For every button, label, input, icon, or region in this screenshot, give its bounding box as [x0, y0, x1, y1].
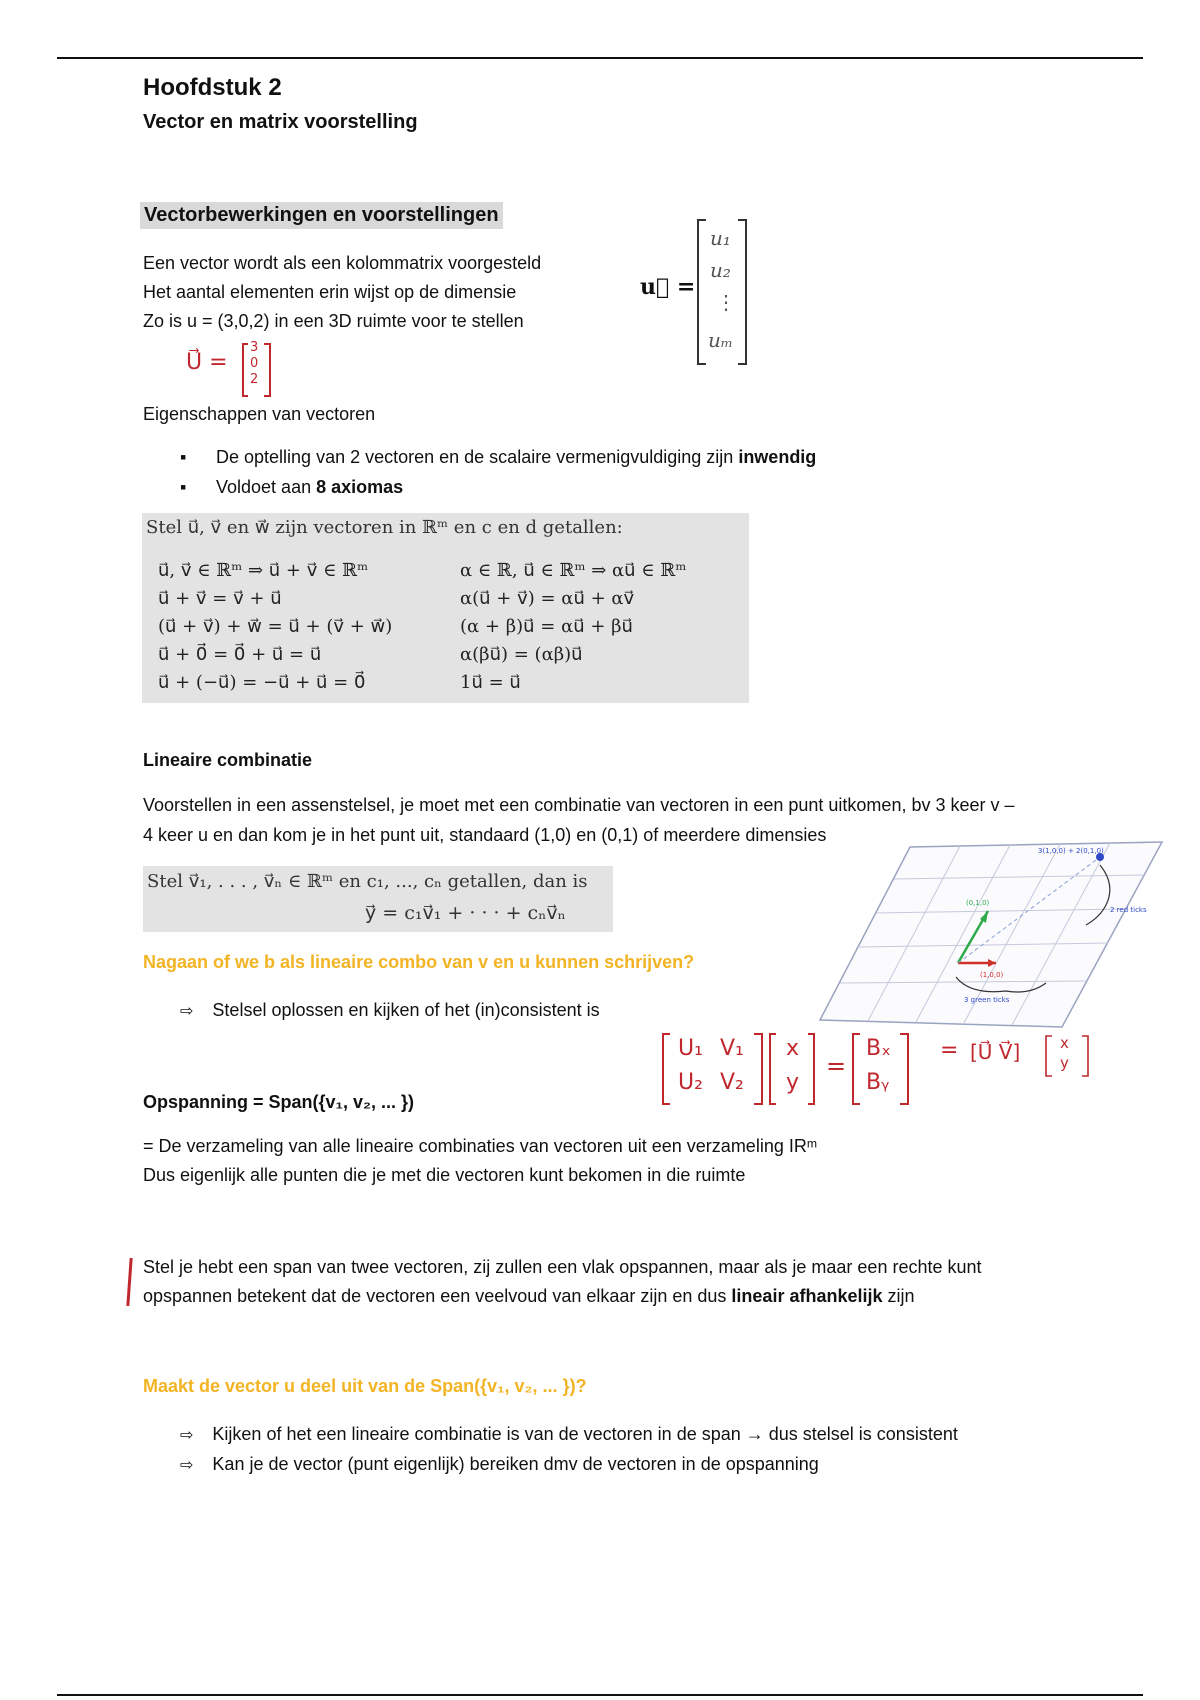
axiom: 1u⃗ = u⃗: [460, 672, 521, 693]
matrix-y: y: [786, 1070, 800, 1095]
diagram-label-green: (0,1,0): [966, 899, 990, 907]
matrix-x-small: x: [1060, 1034, 1069, 1052]
intro-line-1: Een vector wordt als een kolommatrix voorgesteld: [143, 253, 542, 273]
vector-u-lhs: u⃗ =: [640, 274, 696, 300]
lincomb-answer: [180, 996, 600, 1026]
axiom: u⃗ + (−u⃗) = −u⃗ + u⃗ = 0⃗: [158, 672, 366, 693]
chapter-title: Hoofdstuk 2: [143, 74, 282, 101]
axiom: (u⃗ + v⃗) + w⃗ = u⃗ + (v⃗ + w⃗): [158, 616, 393, 637]
intro-line-3: Zo is u = (3,0,2) in een 3D ruimte voor te stellen: [143, 311, 524, 331]
list-item-text: [216, 443, 816, 472]
section-heading-opspanning: Opspanning = Span({v₁, v₂, ... }): [143, 1092, 414, 1112]
section-heading-vectorbewerkingen: Vectorbewerkingen en voorstellingen: [140, 202, 503, 229]
lincomb-paragraph-line-2: 4 keer u en dan kom je in het punt uit, standaard (1,0) en (0,1) of meerdere dimensies: [143, 825, 827, 845]
handwritten-entry-2: 0: [250, 356, 259, 371]
span-answer-2: Kan je de vector (punt eigenlijk) bereiken dmv de vectoren in de opspanning: [212, 1454, 819, 1474]
axioms-left-column: [158, 557, 392, 697]
handwritten-vector: [186, 340, 286, 400]
axiom: u⃗ + 0⃗ = 0⃗ + u⃗ = u⃗: [158, 644, 322, 665]
vector-entry-3: ⋮: [716, 290, 736, 314]
axioms-box: [142, 513, 749, 703]
list-item: [180, 1420, 958, 1450]
opspanning-line-2: Dus eigenlijk alle punten die je met die vectoren kunt bekomen in die ruimte: [143, 1165, 746, 1185]
section-heading-lineaire-combinatie: Lineaire combinatie: [143, 750, 313, 770]
bullet-icon: ▪: [180, 477, 187, 497]
span-note-line-1: Stel je hebt een span van twee vectoren, zij zullen een vlak opspannen, maar als je maar een rechte kunt: [143, 1257, 982, 1277]
list-item: [180, 1450, 958, 1480]
span-note-post: zijn: [882, 1286, 915, 1306]
bullet-icon: ▪: [180, 447, 187, 467]
lincomb-answer-text: Stelsel oplossen en kijken of het (in)consistent is: [212, 1000, 600, 1020]
lincomb-definition-box: [143, 866, 613, 932]
matrix-uv: [U⃗ V⃗]: [970, 1040, 1021, 1064]
span-answers: [180, 1420, 958, 1480]
handwritten-matrix-equation: [660, 1030, 1100, 1110]
handwritten-entry-1: 3: [250, 340, 259, 355]
diagram-label-side: 2 red ticks: [1110, 906, 1147, 914]
axiom: α(u⃗ + v⃗) = αu⃗ + αv⃗: [460, 588, 635, 609]
axiom: (α + β)u⃗ = αu⃗ + βu⃗: [460, 616, 633, 637]
list-item-bold: inwendig: [738, 447, 817, 467]
matrix-equals-2: =: [940, 1038, 959, 1063]
lincomb-box-line-2: y⃗ = c₁v⃗₁ + · · · + cₙv⃗ₙ: [365, 902, 566, 924]
list-item-text: [216, 473, 403, 502]
span-note-bold: lineair afhankelijk: [731, 1286, 883, 1306]
matrix-by: Bᵧ: [866, 1070, 890, 1095]
bottom-rule: [57, 1694, 1143, 1696]
properties-title: Eigenschappen van vectoren: [143, 404, 376, 424]
axioms-right-column: [460, 557, 686, 697]
lincomb-paragraph-line-1: Voorstellen in een assenstelsel, je moet met een combinatie van vectoren in een punt uitkomen, bv 3 keer v –: [143, 795, 1015, 815]
diagram-label-bottom: 3 green ticks: [964, 996, 1010, 1004]
plane-grid-diagram: [810, 835, 1170, 1035]
list-item-bold: 8 axiomas: [316, 477, 404, 497]
axiom: u⃗, v⃗ ∈ ℝᵐ ⇒ u⃗ + v⃗ ∈ ℝᵐ: [158, 560, 369, 581]
intro-line-2: Het aantal elementen erin wijst op de dimensie: [143, 282, 517, 302]
axiom: α(βu⃗) = (αβ)u⃗: [460, 644, 583, 665]
matrix-x: x: [786, 1036, 800, 1061]
span-question: Maakt de vector u deel uit van de Span({v₁, v₂, ... })?: [143, 1376, 587, 1396]
handwritten-entry-3: 2: [250, 372, 259, 387]
axioms-intro: Stel u⃗, v⃗ en w⃗ zijn vectoren in ℝᵐ en c en d getallen:: [146, 517, 623, 538]
diagram-label-top: 3(1,0,0) + 2(0,1,0): [1038, 847, 1104, 855]
list-item-pre: De optelling van 2 vectoren en de scalaire vermenigvuldiging zijn: [216, 447, 739, 467]
span-answer-1: Kijken of het een lineaire combinatie is van de vectoren in de span → dus stelsel is consistent: [212, 1424, 958, 1444]
top-rule: [57, 57, 1143, 59]
axiom: u⃗ + v⃗ = v⃗ + u⃗: [158, 588, 282, 609]
column-vector-definition: [628, 210, 758, 370]
list-item-pre: Voldoet aan: [216, 477, 317, 497]
span-note-pre: opspannen betekent dat de vectoren een veelvoud van elkaar zijn en dus: [143, 1286, 732, 1306]
vector-entry-2: u₂: [710, 258, 731, 282]
vector-entry-1: u₁: [710, 226, 731, 250]
matrix-bx: Bₓ: [866, 1036, 891, 1061]
lincomb-box-line-1: Stel v⃗₁, . . . , v⃗ₙ ∈ ℝᵐ en c₁, ..., cₙ getallen, dan is: [147, 871, 588, 892]
arrow-bullet-icon: ⇨: [180, 1003, 194, 1020]
matrix-y-small: y: [1060, 1054, 1069, 1072]
arrow-bullet-icon: ⇨: [180, 1457, 194, 1474]
matrix-equals-1: =: [826, 1052, 847, 1080]
handwritten-margin-mark: [126, 1258, 132, 1306]
chapter-subtitle: Vector en matrix voorstelling: [143, 111, 418, 133]
span-note-line-2: [143, 1282, 915, 1311]
opspanning-line-1: = De verzameling van alle lineaire combinaties van vectoren uit een verzameling IRᵐ: [143, 1136, 818, 1156]
matrix-m22: V₂: [720, 1070, 744, 1095]
arrow-bullet-icon: ⇨: [180, 1427, 194, 1444]
matrix-m12: V₁: [720, 1036, 744, 1061]
diagram-label-red: (1,0,0): [980, 971, 1004, 979]
matrix-m21: U₂: [678, 1070, 703, 1095]
axiom: α ∈ ℝ, u⃗ ∈ ℝᵐ ⇒ αu⃗ ∈ ℝᵐ: [460, 560, 687, 581]
matrix-m11: U₁: [678, 1036, 703, 1061]
handwritten-vector-lhs: U⃗ =: [186, 350, 228, 375]
lincomb-question: Nagaan of we b als lineaire combo van v en u kunnen schrijven?: [143, 952, 695, 972]
vector-entry-4: uₘ: [708, 328, 734, 352]
